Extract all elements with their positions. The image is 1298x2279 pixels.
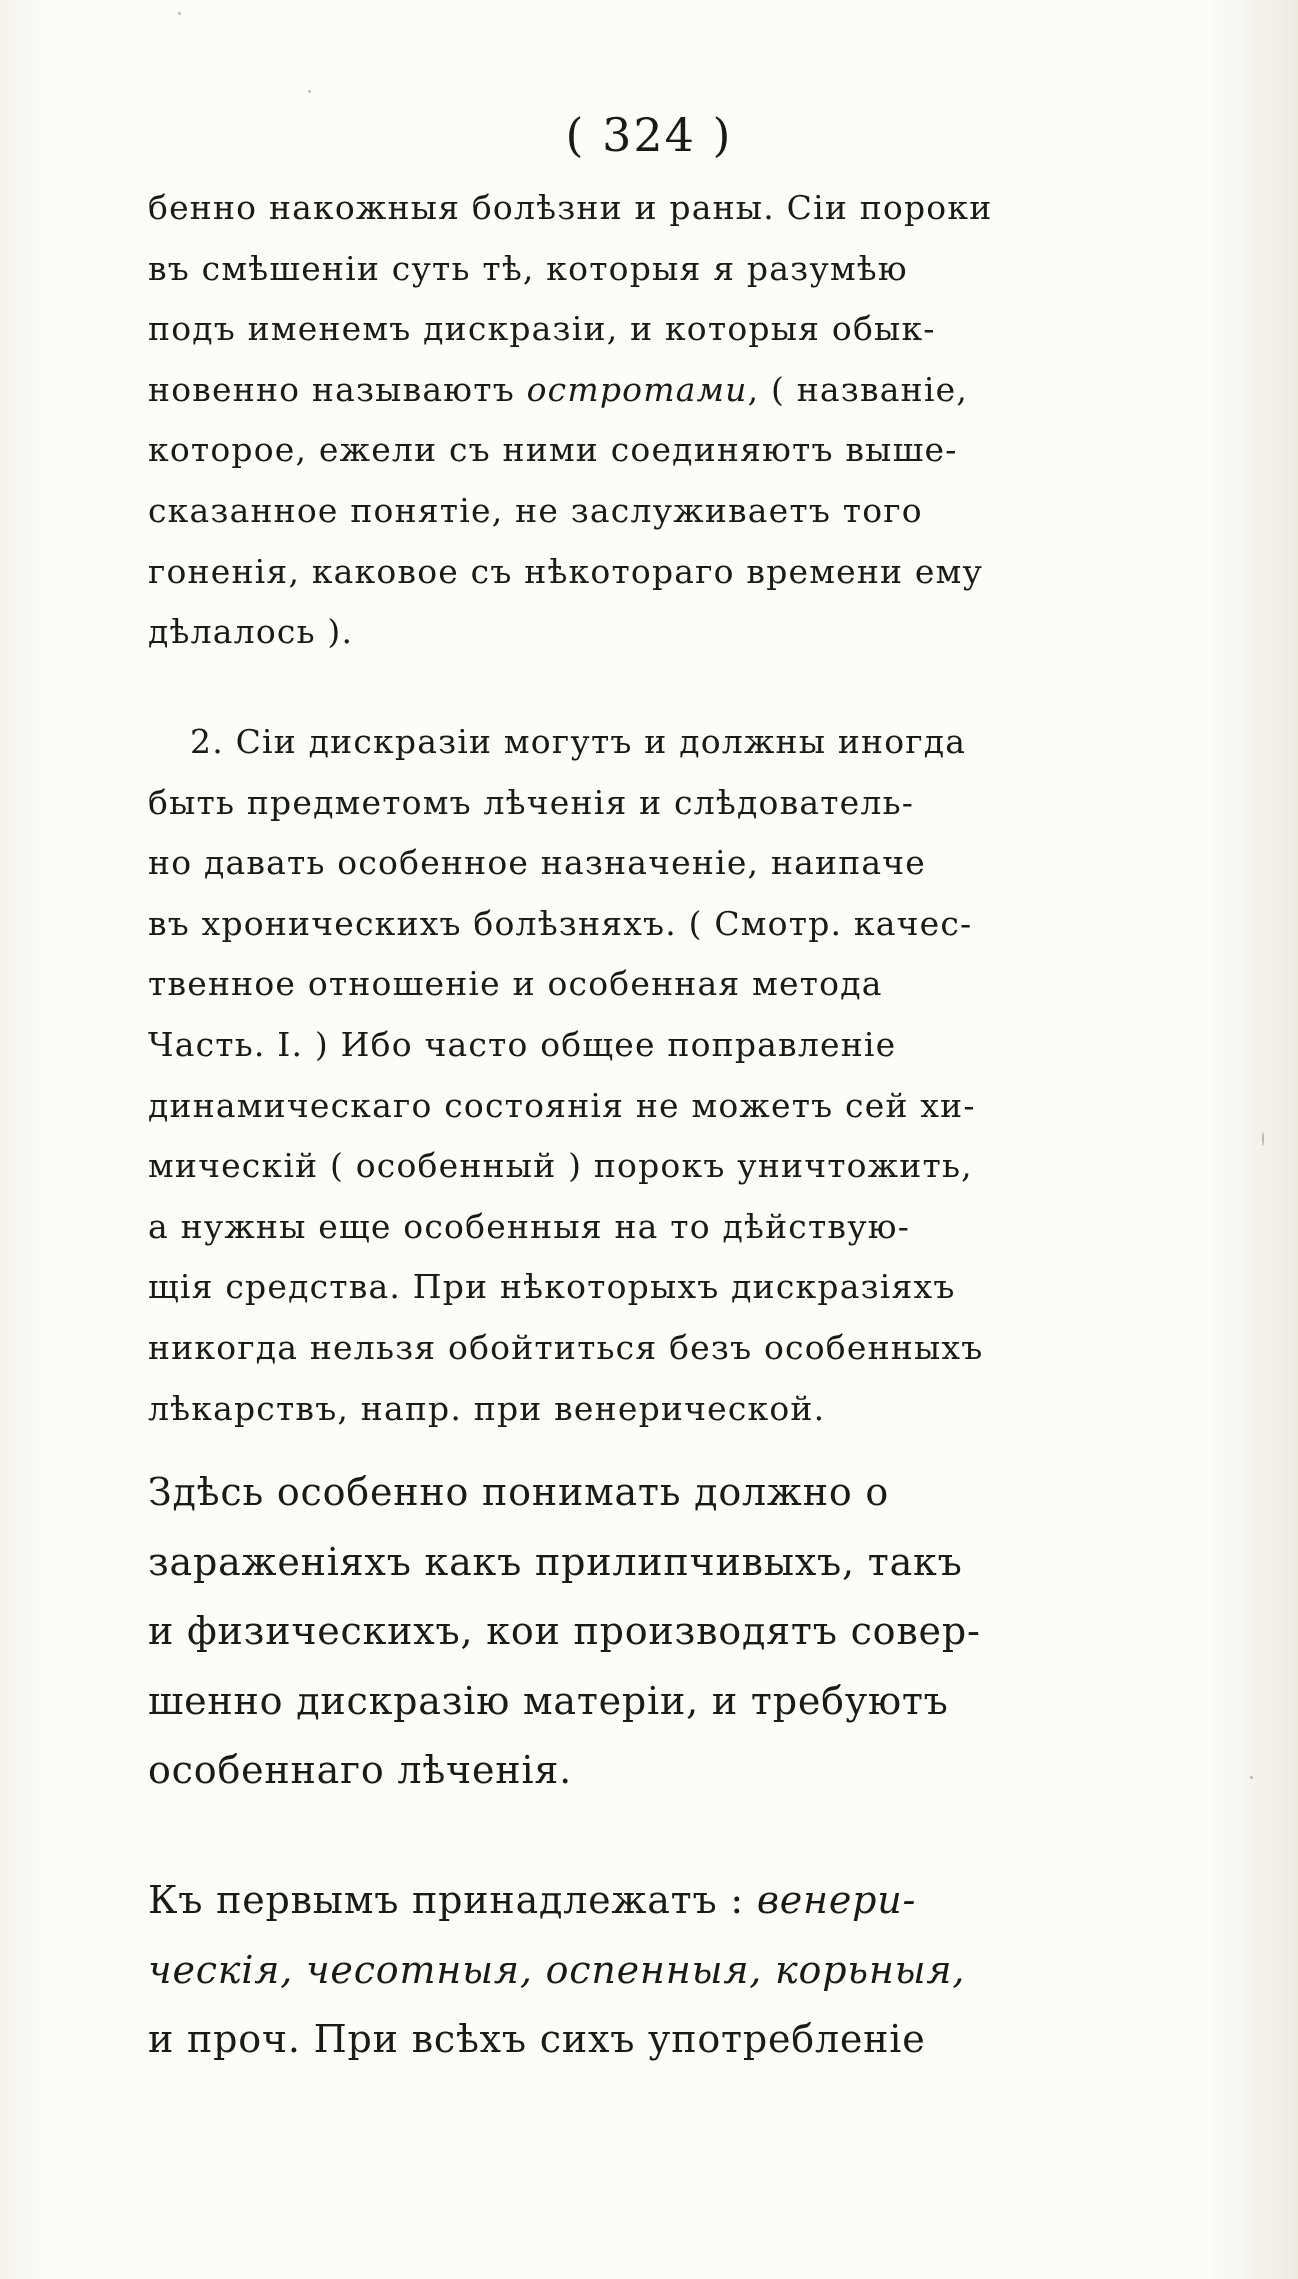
paper-speck bbox=[178, 12, 181, 15]
paragraph-2 bbox=[148, 712, 1138, 1439]
text-line: твенное отношеніе и особенная метода bbox=[148, 964, 883, 1004]
text-line: но давать особенное назначеніе, наипаче bbox=[148, 843, 927, 883]
italic-term: венери- bbox=[756, 1878, 917, 1922]
paper-speck bbox=[1262, 1132, 1264, 1146]
text-line: динамическаго состоянія не можетъ сей хи- bbox=[148, 1085, 976, 1125]
text-line: лѣкарствъ, напр. при венерической. bbox=[148, 1388, 826, 1428]
text-line: никогда нельзя обойтиться безъ особенныхъ bbox=[148, 1327, 984, 1367]
text-line: шенно дискразію матеріи, и требуютъ bbox=[148, 1678, 949, 1723]
text-line: въ смѣшеніи суть тѣ, которыя я разумѣю bbox=[148, 248, 908, 288]
text-line: Часть. I. ) Ибо часто общее поправленіе bbox=[148, 1024, 897, 1064]
text-segment: Къ первымъ принадлежатъ : bbox=[148, 1878, 757, 1922]
text-line: бенно накожныя болѣзни и раны. Сіи пороки bbox=[148, 188, 993, 227]
text-line: и физическихъ, кои производятъ совер- bbox=[148, 1609, 981, 1653]
text-segment: новенно называютъ bbox=[148, 369, 527, 409]
italic-term: остротами bbox=[526, 369, 748, 409]
paragraph-1 bbox=[148, 178, 1138, 663]
paper-speck bbox=[1250, 1776, 1253, 1779]
text-line: дѣлалось ). bbox=[148, 612, 354, 652]
text-line: которое, ежели съ ними соединяютъ выше- bbox=[148, 430, 958, 470]
text-segment: , ( названіе, bbox=[747, 369, 969, 409]
text-line: а нужны еще особенныя на то дѣйствую- bbox=[148, 1206, 911, 1246]
text-line: быть предметомъ лѣченія и слѣдователь- bbox=[148, 782, 915, 822]
text-line: въ хроническихъ болѣзняхъ. ( Смотр. качес- bbox=[148, 903, 973, 943]
text-line bbox=[148, 1866, 1138, 1936]
text-line: подъ именемъ дискразіи, и которыя обык- bbox=[148, 309, 936, 349]
text-line: щія средства. При нѣкоторыхъ дискразіяхъ bbox=[148, 1267, 956, 1307]
text-line: сказанное понятіе, не заслуживаетъ того bbox=[148, 490, 923, 530]
paragraph-4 bbox=[148, 1866, 1138, 2075]
text-line: мическій ( особенный ) порокъ уничтожить, bbox=[148, 1146, 973, 1186]
page-number: ( 324 ) bbox=[565, 108, 733, 162]
text-line: и проч. При всѣхъ сихъ употребленіе bbox=[148, 2017, 926, 2061]
paper-speck bbox=[308, 90, 311, 93]
text-line: 2. Сіи дискразіи могутъ и должны иногда bbox=[190, 722, 967, 761]
text-line: гоненія, каковое съ нѣкотораго времени ему bbox=[148, 551, 984, 591]
text-line: особеннаго лѣченія. bbox=[148, 1748, 572, 1792]
text-line: зараженіяхъ какъ прилипчивыхъ, такъ bbox=[148, 1539, 963, 1584]
paragraph-3 bbox=[148, 1458, 1138, 1806]
text-line: Здѣсь особенно понимать должно о bbox=[148, 1470, 890, 1514]
text-line: ческія, чесотныя, оспенныя, корьныя, bbox=[148, 1947, 966, 1992]
text-line bbox=[148, 360, 1138, 421]
